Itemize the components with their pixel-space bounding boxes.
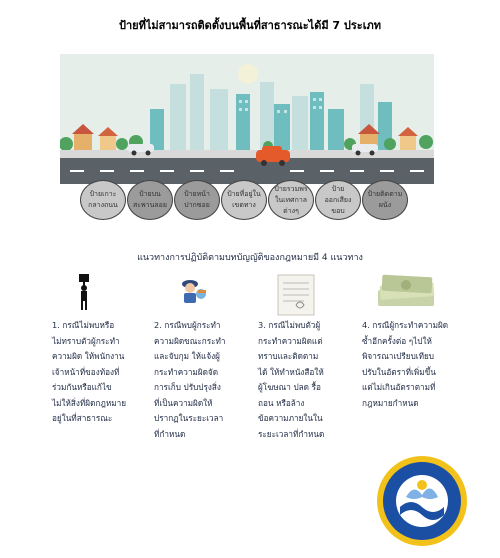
- money-stack-icon: [374, 272, 438, 310]
- category-pill: ป้ายรวมพร ในเทศกาล ต่างๆ: [268, 180, 314, 220]
- guideline-1: 1. กรณีไม่พบหรือ ไม่ทราบตัวผู้กระทำ ความผิด ให้พนักงาน เจ้าหน้าที่ของท้องที่ ร่วมกันหรือแก้ไข ไม่ให้สิ่งที่ผิดกฎหมาย อยู่ในที่สาธารณะ: [52, 320, 127, 423]
- guideline-4: 4. กรณีผู้กระทำความผิด ซ้ำอีกครั้งต่อ ๆไปให้ พิจารณาเปรียบเทียบ ปรับในอัตราที่เพิ่มขึ้น แต่ไม่เกินอัตราตามที่ กฎหมายกำหนด: [362, 320, 449, 408]
- category-pill: ป้ายที่อยู่ใน เขตทาง: [221, 180, 267, 220]
- officer-icon: [178, 276, 208, 306]
- guideline-3: 3. กรณีไม่พบตัวผู้ กระทำความผิดแต่ ทราบและติดตาม ได้ ให้ทำหนังสือให้ ผู้โฆษณา ปลด รื้อ ถอน หรือล้าง ข้อความภายในใน ระยะเวลาที่กำหนด: [258, 320, 325, 439]
- page-title: ป้ายที่ไม่สามารถติดตั้งบนพื้นที่สาธารณะได้มี 7 ประเภท: [119, 19, 381, 32]
- category-pill: ป้าย ออกเสียง ขอบ: [315, 180, 361, 220]
- sign-category-list: [80, 180, 420, 224]
- section-subtitle: แนวทางการปฏิบัติตามบทบัญญัติของกฎหมายมี 4 แนวทาง: [137, 253, 363, 263]
- category-pill: ป้ายบน สะพานลอย: [127, 180, 173, 220]
- guideline-2: 2. กรณีพบผู้กระทำ ความผิดขณะกระทำ และจับกุม ให้แจ้งผู้ กระทำความผิดจัด การเก็บ ปรับปรุงสิ่ง ที่เป็นความผิดให้ ปรากฏในระยะเวลา ที่กำหนด: [154, 320, 226, 439]
- person-holding-sign-icon: [76, 274, 92, 310]
- category-pill: ป้ายเกาะ กลางถนน: [80, 180, 126, 220]
- category-pill: ป้ายหน้า ปากซอย: [174, 180, 220, 220]
- document-icon: [274, 273, 318, 317]
- category-pill: ป้ายติดตาม ผนัง: [362, 180, 408, 220]
- organization-logo: [376, 455, 468, 547]
